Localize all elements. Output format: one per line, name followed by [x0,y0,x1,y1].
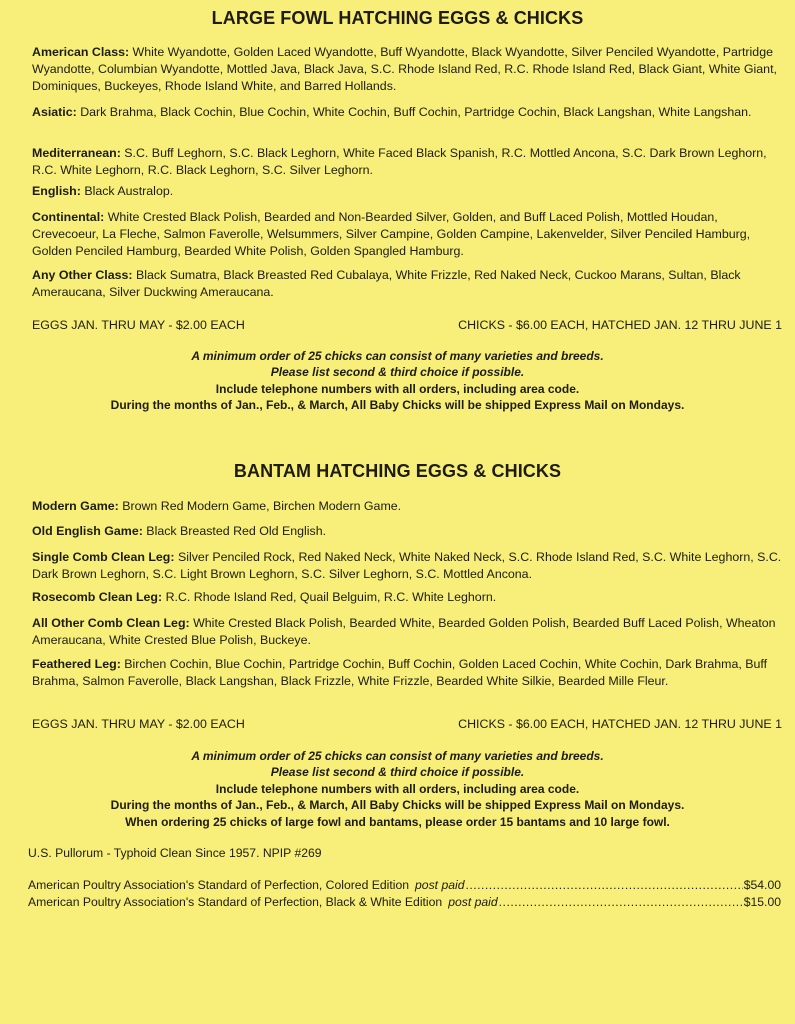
large-fowl-title: LARGE FOWL HATCHING EGGS & CHICKS [211,8,584,28]
note-second-choice: Please list second & third choice if possible. [270,365,525,380]
class-text: R.C. Rhode Island Red, Quail Belguim, R.C. White Leghorn. [162,590,497,604]
book-title: American Poultry Association's Standard of Perfection, Colored Edition [28,878,410,892]
class-label: American Class: [32,45,130,59]
large-continental-class [32,209,784,260]
class-text: White Crested Black Polish, Bearded White, Bearded Golden Polish, Bearded Buff Laced Polish, Wheaton Ameraucana, White Crested Blue Polish, Buckeye. [32,616,776,647]
dot-leader [499,895,743,909]
class-text: Silver Penciled Rock, Red Naked Neck, White Naked Neck, S.C. Rhode Island Red, S.C. White Leghorn, S.C. Dark Brown Leghorn, S.C. Light Brown Leghorn, S.C. Silver Leghorn, S.C. Mottled Ancona. [32,550,782,581]
large-mediterranean-class [32,145,784,179]
class-text: Dark Brahma, Black Cochin, Blue Cochin, White Cochin, Buff Cochin, Partridge Cochin, Black Langshan, White Langshan. [76,105,752,119]
class-text: Black Breasted Red Old English. [142,524,327,538]
large-chicks-price: CHICKS - $6.00 EACH, HATCHED JAN. 12 THRU JUNE 1 [458,318,782,332]
class-label: Feathered Leg: [32,657,121,671]
bantam-modern-game [32,498,784,515]
book-black-white-edition [28,895,781,909]
class-label: Old English Game: [32,524,143,538]
book-title: American Poultry Association's Standard of Perfection, Black & White Edition [28,895,443,909]
note-minimum-order: A minimum order of 25 chicks can consist of many varieties and breeds. [191,349,604,363]
class-label: Modern Game: [32,499,119,513]
note-telephone: Include telephone numbers with all orders, including area code. [215,781,580,796]
class-text: Birchen Cochin, Blue Cochin, Partridge Cochin, Buff Cochin, Golden Laced Cochin, White Cochin, Dark Brahma, Buff Brahma, Salmon Faverolle, Black Langshan, Black Frizzle, White Frizzle, Bearded White Silkie, Bearded Mille Fleur. [32,657,768,688]
class-label: Single Comb Clean Leg: [32,550,175,564]
bantam-single-comb-clean-leg [32,549,784,583]
bantam-order-notes [0,748,795,830]
class-label: Continental: [32,210,105,224]
bantam-chicks-price: CHICKS - $6.00 EACH, HATCHED JAN. 12 THRU JUNE 1 [458,717,782,731]
large-order-notes [0,348,795,414]
bantam-old-english-game [32,523,784,540]
note-second-choice: Please list second & third choice if possible. [270,765,525,780]
class-text: White Crested Black Polish, Bearded and Non-Bearded Silver, Golden, and Buff Laced Polish, Mottled Houdan, Crevecoeur, La Fleche, Salmon Faverolle, Welsummers, Silver Campine, Golden Campine, Lakenvelder, Silver Penciled Hamburg, Golden Penciled Hamburg, Bearded White Polish, Golden Spangled Hamburg. [32,210,751,258]
pullorum-statement: U.S. Pullorum - Typhoid Clean Since 1957. NPIP #269 [28,846,322,860]
class-text: White Wyandotte, Golden Laced Wyandotte, Buff Wyandotte, Black Wyandotte, Silver Penciled Wyandotte, Partridge Wyandotte, Columbian Wyandotte, Mottled Java, Black Java, S.C. Rhode Island Red, R.C. Rhode Island Red, Black Giant, White Giant, Dominiques, Buckeyes, Rhode Island White, and Barred Hollands. [32,45,777,93]
class-label: English: [32,184,81,198]
bantam-feathered-leg [32,656,784,690]
large-eggs-price: EGGS JAN. THRU MAY - $2.00 EACH [32,318,245,332]
bantam-eggs-price: EGGS JAN. THRU MAY - $2.00 EACH [32,717,245,731]
bantam-rosecomb-clean-leg [32,589,784,606]
large-any-other-class [32,267,784,301]
book-price: $15.00 [743,895,781,909]
class-label: Any Other Class: [32,268,133,282]
book-terms: post paid [448,895,498,909]
large-english-class [32,183,784,200]
note-minimum-order: A minimum order of 25 chicks can consist of many varieties and breeds. [191,749,604,763]
bantam-title: BANTAM HATCHING EGGS & CHICKS [233,461,562,481]
large-asiatic-class [32,104,784,121]
note-order-split: When ordering 25 chicks of large fowl and bantams, please order 15 bantams and 10 large fowl. [125,814,670,829]
class-text: Brown Red Modern Game, Birchen Modern Game. [118,499,402,513]
class-text: Black Australop. [80,184,174,198]
class-label: Rosecomb Clean Leg: [32,590,163,604]
class-text: S.C. Buff Leghorn, S.C. Black Leghorn, White Faced Black Spanish, R.C. Mottled Ancona, S.C. Dark Brown Leghorn, R.C. White Leghorn, R.C. Black Leghorn, S.C. Silver Leghorn. [32,146,767,177]
class-text: Black Sumatra, Black Breasted Red Cubalaya, White Frizzle, Red Naked Neck, Cuckoo Marans, Sultan, Black Ameraucana, Silver Duckwing Ameraucana. [32,268,741,299]
dot-leader [465,878,742,892]
note-express-mail: During the months of Jan., Feb., & March, All Baby Chicks will be shipped Express Mail on Mondays. [110,798,685,813]
class-label: All Other Comb Clean Leg: [32,616,190,630]
class-label: Asiatic: [32,105,77,119]
note-express-mail: During the months of Jan., Feb., & March, All Baby Chicks will be shipped Express Mail on Mondays. [110,398,685,413]
note-telephone: Include telephone numbers with all orders, including area code. [215,381,580,396]
book-colored-edition [28,878,781,892]
bantam-all-other-comb-clean-leg [32,615,784,649]
class-label: Mediterranean: [32,146,121,160]
book-price: $54.00 [743,878,781,892]
book-terms: post paid [415,878,465,892]
large-american-class [32,44,784,95]
